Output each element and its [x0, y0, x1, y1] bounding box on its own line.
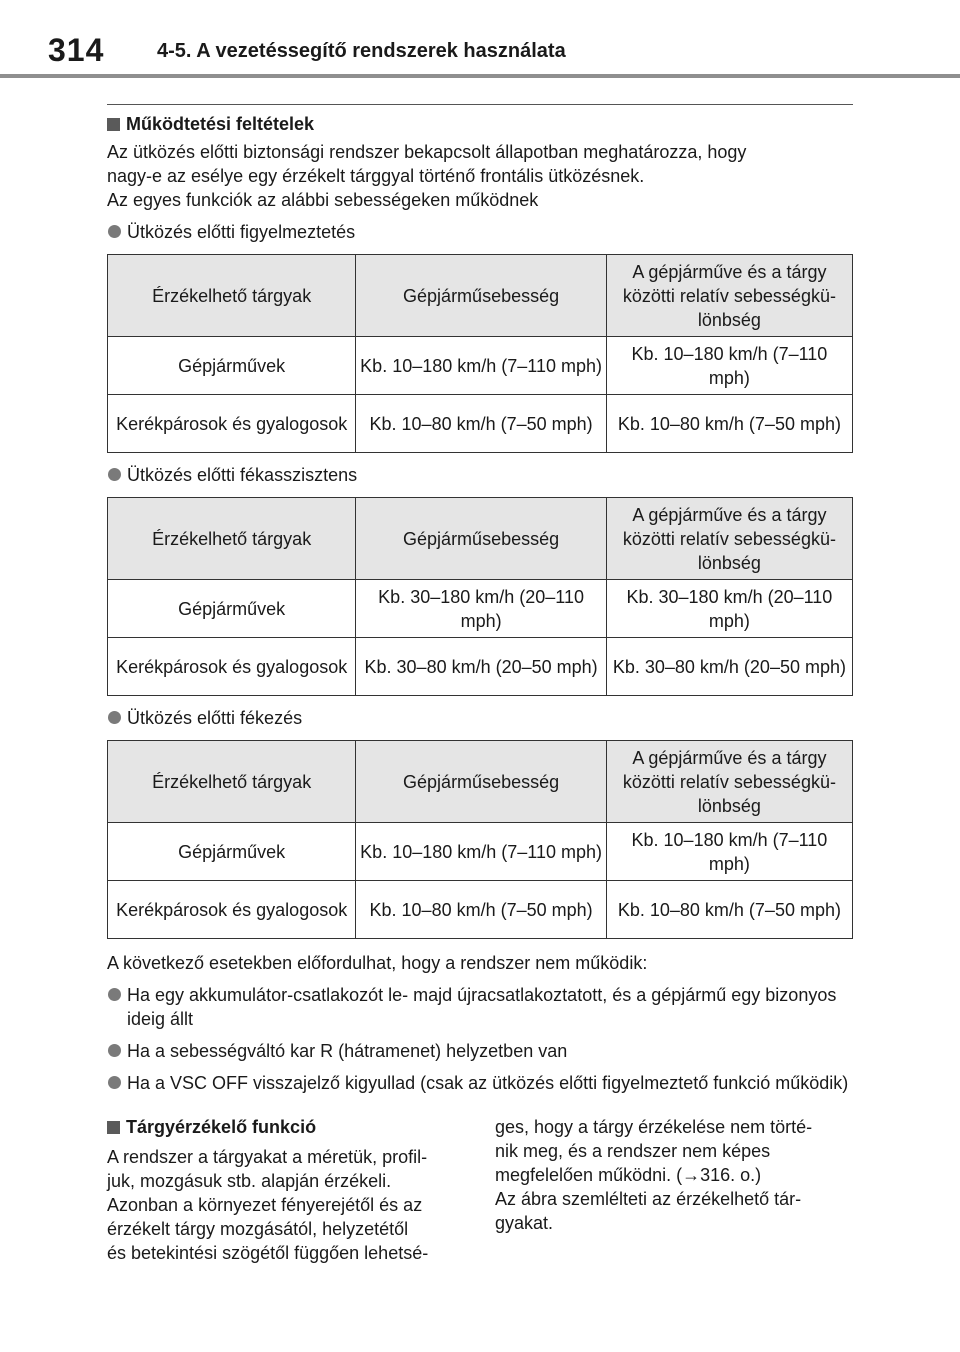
square-bullet-icon [107, 118, 120, 131]
table-caption [107, 706, 853, 730]
table-row [108, 337, 853, 395]
table-row [108, 638, 853, 696]
square-bullet-icon [107, 1121, 120, 1134]
round-bullet-icon [108, 711, 121, 724]
caption-text: Ütközés előtti fékasszisztens [127, 465, 358, 485]
table-cell: Kerékpárosok és gyalogosok [108, 881, 356, 939]
table-header: A gépjárműve és a tárgy közötti relatív sebességkü-lönbség [606, 498, 852, 580]
list-item [107, 1039, 853, 1063]
page-reference-link[interactable]: megfelelően működni. (→316. o.) [495, 1165, 762, 1185]
text-line: A rendszer a tárgyakat a méretük, profil- [107, 1147, 428, 1167]
table-row [108, 881, 853, 939]
text-line: Az ábra szemlélteti az érzékelhető tár- [495, 1189, 802, 1209]
list-item-text: Ha a VSC OFF visszajelző kigyullad (csak az ütközés előtti figyelmeztető funkció működik) [127, 1073, 849, 1093]
main-content [107, 104, 853, 1095]
table-header: Gépjárműsebesség [356, 498, 607, 580]
table-cell: Gépjárművek [108, 337, 356, 395]
table-cell: Kb. 10–180 km/h (7–110 mph) [356, 823, 607, 881]
intro-line: Az egyes funkciók az alábbi sebességeken működnek [107, 190, 539, 210]
table-row [108, 823, 853, 881]
caption-text: Ütközés előtti fékezés [127, 708, 303, 728]
section-title: Tárgyérzékelő funkció [126, 1116, 317, 1137]
list-item-text: Ha egy akkumulátor-csatlakozót le- majd újracsatlakoztatott, és a gépjármű egy bizonyos ideig állt [127, 985, 837, 1029]
text-line: ges, hogy a tárgy érzékelése nem törté- [495, 1117, 813, 1137]
table-cell: Kb. 10–80 km/h (7–50 mph) [356, 395, 607, 453]
round-bullet-icon [108, 1044, 121, 1057]
table-cell: Kerékpárosok és gyalogosok [108, 395, 356, 453]
page-number: 314 [48, 32, 105, 68]
table-cell: Gépjárművek [108, 580, 356, 638]
table-header: Gépjárműsebesség [356, 741, 607, 823]
round-bullet-icon [108, 225, 121, 238]
table-cell: Kb. 10–80 km/h (7–50 mph) [606, 881, 852, 939]
table-cell: Kb. 10–180 km/h (7–110 mph) [606, 823, 852, 881]
text-line: nik meg, és a rendszer nem képes [495, 1141, 771, 1161]
intro-line: nagy-e az esélye egy érzékelt tárggyal történő frontális ütközésnek. [107, 166, 645, 186]
table-cell: Kerékpárosok és gyalogosok [108, 638, 356, 696]
table-cell: Kb. 30–180 km/h (20–110 mph) [606, 580, 852, 638]
table-header: Érzékelhető tárgyak [108, 255, 356, 337]
speed-table-braking [107, 740, 853, 939]
section-title: Működtetési feltételek [126, 113, 315, 134]
table-cell: Kb. 30–80 km/h (20–50 mph) [356, 638, 607, 696]
round-bullet-icon [108, 468, 121, 481]
table-cell: Kb. 30–180 km/h (20–110 mph) [356, 580, 607, 638]
table-row [108, 580, 853, 638]
header-rule [0, 74, 960, 78]
intro-paragraph [107, 140, 853, 212]
round-bullet-icon [108, 1076, 121, 1089]
table-header: Érzékelhető tárgyak [108, 741, 356, 823]
not-operating-intro: A következő esetekben előfordulhat, hogy a rendszer nem működik: [107, 953, 648, 973]
list-item [107, 1071, 853, 1095]
table-header: A gépjárműve és a tárgy közötti relatív sebességkü-lönbség [606, 741, 852, 823]
table-cell: Kb. 10–80 km/h (7–50 mph) [606, 395, 852, 453]
page-header [0, 0, 960, 80]
table-cell: Gépjárművek [108, 823, 356, 881]
table-row [108, 395, 853, 453]
table-cell: Kb. 10–180 km/h (7–110 mph) [606, 337, 852, 395]
section-heading [107, 1115, 469, 1139]
text-line: és betekintési szögétől függően lehetsé- [107, 1243, 429, 1263]
text-line: gyakat. [495, 1213, 554, 1233]
list-item-text: Ha a sebességváltó kar R (hátramenet) helyzetben van [127, 1041, 568, 1061]
table-header: Érzékelhető tárgyak [108, 498, 356, 580]
table-header: Gépjárműsebesség [356, 255, 607, 337]
text-line: juk, mozgásuk stb. alapján érzékeli. [107, 1171, 392, 1191]
list-item [107, 983, 853, 1031]
round-bullet-icon [108, 988, 121, 1001]
left-paragraph [107, 1145, 469, 1265]
caption-text: Ütközés előtti figyelmeztetés [127, 222, 356, 242]
table-cell: Kb. 10–180 km/h (7–110 mph) [356, 337, 607, 395]
section-divider [107, 104, 853, 105]
table-cell: Kb. 10–80 km/h (7–50 mph) [356, 881, 607, 939]
table-caption [107, 463, 853, 487]
intro-line: Az ütközés előtti biztonsági rendszer bekapcsolt állapotban meghatározza, hogy [107, 142, 747, 162]
text-line: érzékelt tárgy mozgásától, helyzetétől [107, 1219, 409, 1239]
table-caption [107, 220, 853, 244]
table-cell: Kb. 30–80 km/h (20–50 mph) [606, 638, 852, 696]
table-header: A gépjárműve és a tárgy közötti relatív sebességkü-lönbség [606, 255, 852, 337]
section-heading [107, 112, 853, 136]
speed-table-brake-assist [107, 497, 853, 696]
chapter-title: 4-5. A vezetéssegítő rendszerek használata [157, 40, 566, 62]
left-column [107, 1115, 469, 1265]
text-line: Azonban a környezet fényerejétől és az [107, 1195, 423, 1215]
right-paragraph [495, 1115, 853, 1235]
right-column [495, 1115, 853, 1235]
speed-table-warning [107, 254, 853, 453]
